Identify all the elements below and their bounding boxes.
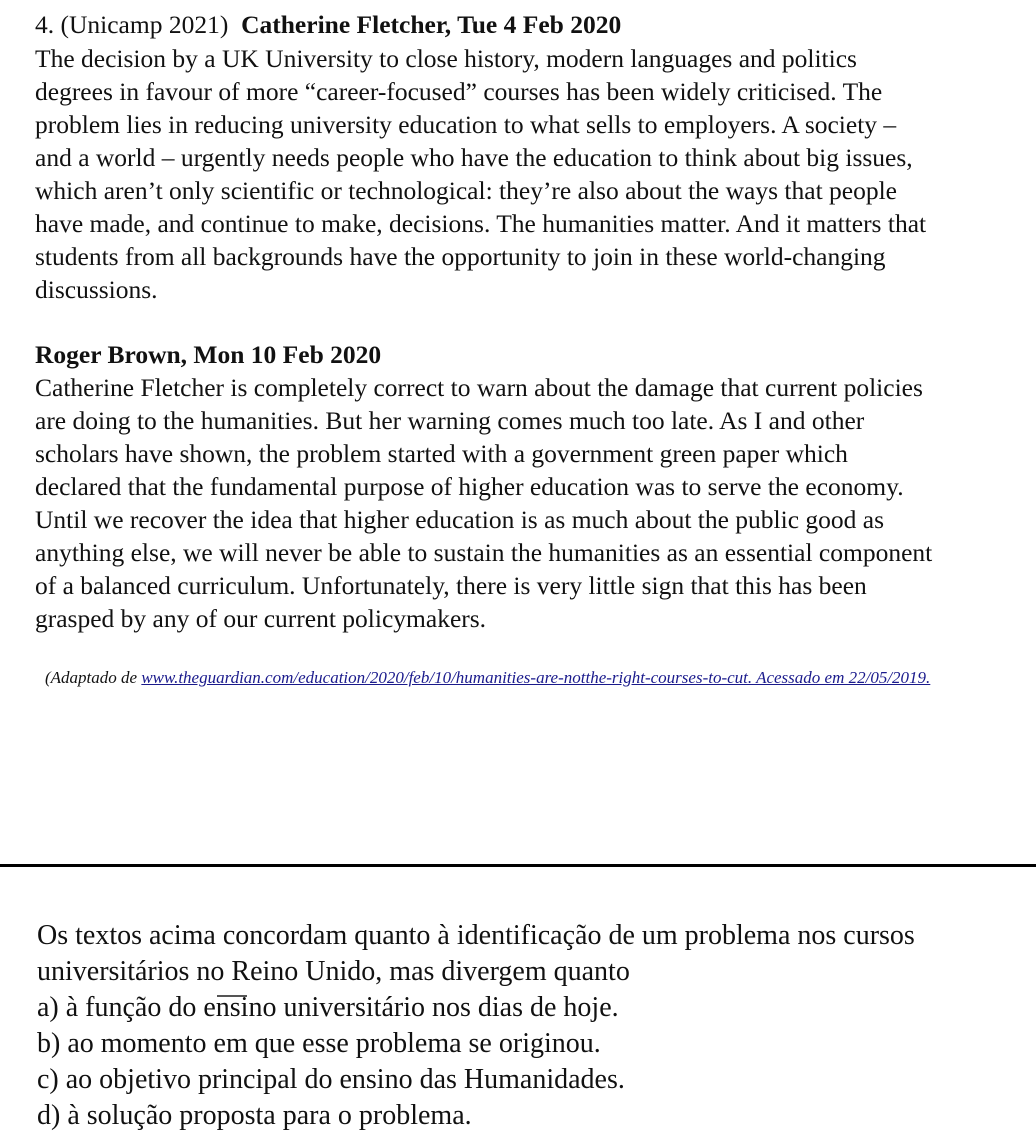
option-a[interactable]: a) à função do ensino universitário nos dias de hoje. (37, 992, 619, 1023)
citation-link[interactable]: www.theguardian.com/education/2020/feb/10/humanities-are-notthe-right-courses-to-cut. Acessado em 22/05/2019. (141, 668, 931, 687)
scan-mark (217, 995, 247, 999)
letter2-line: grasped by any of our current policymakers. (35, 604, 487, 633)
letter2-line: scholars have shown, the problem started with a government green paper which (35, 439, 848, 468)
prompt-line: universitários no Reino Unido, mas divergem quanto (37, 956, 630, 987)
letter2-line: Catherine Fletcher is completely correct to warn about the damage that current policies (35, 373, 923, 402)
letter1-line: problem lies in reducing university education to what sells to employers. A society – (35, 110, 897, 139)
exam-source: (Unicamp 2021) (60, 10, 229, 39)
letter1-line: discussions. (35, 275, 158, 304)
section-divider (0, 864, 1036, 867)
option-d[interactable]: d) à solução proposta para o problema. (37, 1100, 472, 1131)
letter2-line: are doing to the humanities. But her warning comes much too late. As I and other (35, 406, 865, 435)
letter1-line: have made, and continue to make, decisions. The humanities matter. And it matters that (35, 209, 927, 238)
letter2-line: declared that the fundamental purpose of higher education was to serve the economy. (35, 472, 904, 501)
option-c[interactable]: c) ao objetivo principal do ensino das Humanidades. (37, 1064, 625, 1095)
option-b[interactable]: b) ao momento em que esse problema se originou. (37, 1028, 601, 1059)
citation (45, 667, 930, 689)
question-header (35, 8, 621, 41)
prompt-line: Os textos acima concordam quanto à identificação de um problema nos cursos (37, 920, 915, 951)
letter2-line: anything else, we will never be able to sustain the humanities as an essential component (35, 538, 933, 567)
letter1-line: which aren’t only scientific or technological: they’re also about the ways that people (35, 176, 897, 205)
letter2-line: Until we recover the idea that higher education is as much about the public good as (35, 505, 885, 534)
letter1-line: The decision by a UK University to close history, modern languages and politics (35, 44, 857, 73)
letter1-line: degrees in favour of more “career-focused” courses has been widely criticised. The (35, 77, 883, 106)
letter2-header: Roger Brown, Mon 10 Feb 2020 (35, 340, 382, 369)
letter1-line: and a world – urgently needs people who have the education to think about big issues, (35, 143, 913, 172)
letter1-header: Catherine Fletcher, Tue 4 Feb 2020 (241, 10, 622, 39)
letter1-line: students from all backgrounds have the opportunity to join in these world-changing (35, 242, 886, 271)
question-number: 4. (35, 10, 55, 39)
citation-prefix: (Adaptado de (45, 668, 142, 687)
letter2-line: of a balanced curriculum. Unfortunately, there is very little sign that this has been (35, 571, 867, 600)
